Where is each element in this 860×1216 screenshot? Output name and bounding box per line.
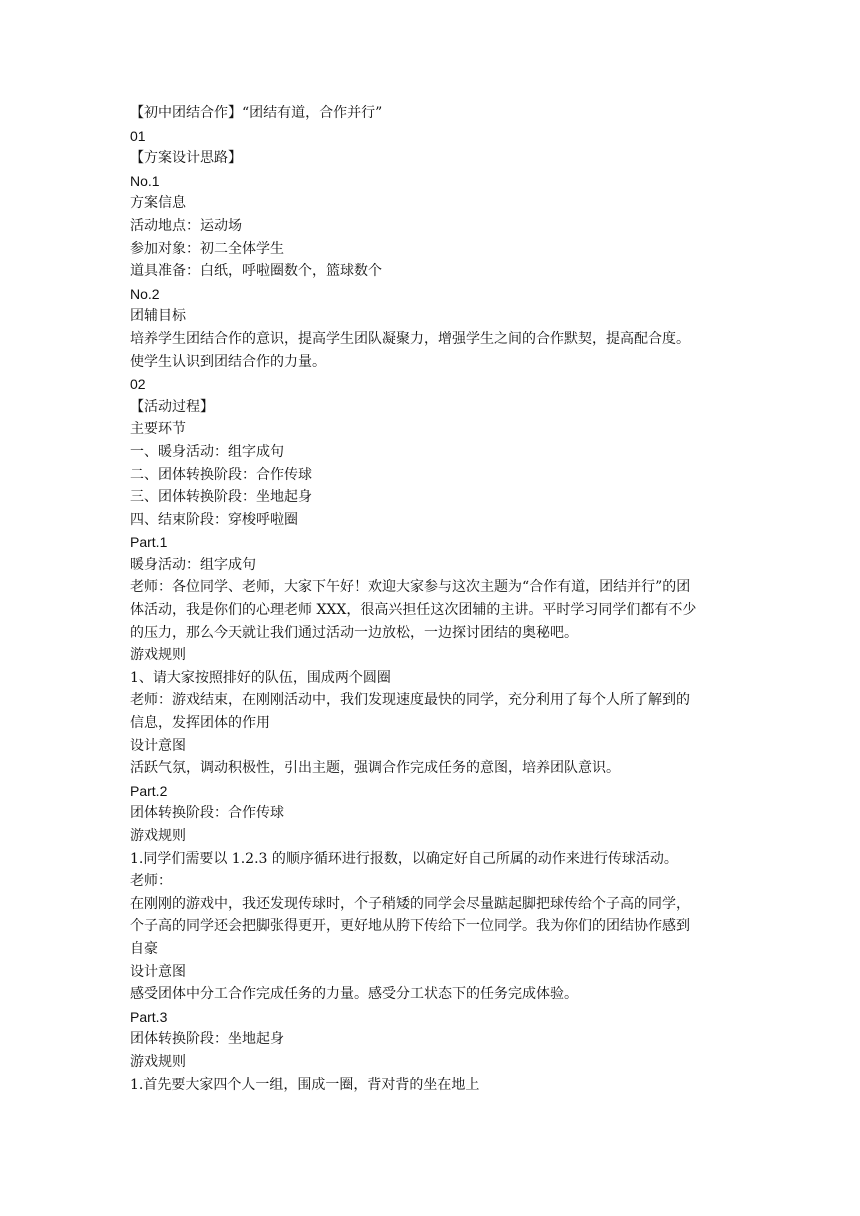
part-heading: 暖身活动：组字成句 [130, 556, 256, 573]
document-body [130, 102, 740, 1096]
part-label: Part.2 [130, 782, 168, 799]
paragraph-line: 在刚刚的游戏中，我还发现传球时，个子稍矮的同学会尽量踮起脚把球传给个子高的同学， [130, 895, 690, 912]
paragraph-line: 个子高的同学还会把脚张得更开，更好地从胯下传给下一位同学。我为你们的团结协作感到 [130, 918, 690, 935]
part-label: Part.3 [130, 1008, 168, 1025]
part-heading: 团体转换阶段：坐地起身 [130, 1031, 284, 1048]
paragraph-line: 信息，发挥团体的作用 [130, 715, 270, 732]
paragraph-line: 的压力，那么今天就让我们通过活动一边放松，一边探讨团结的奥秘吧。 [130, 624, 578, 641]
paragraph-line: 1、请大家按照排好的队伍，围成两个圆圈 [130, 669, 391, 686]
section-number: 02 [130, 376, 146, 393]
list-item: 四、结束阶段：穿梭呼啦圈 [130, 511, 298, 528]
paragraph-line: 老师：游戏结束，在刚刚活动中，我们发现速度最快的同学，充分利用了每个人所了解到的 [130, 692, 690, 709]
paragraph-line: 培养学生团结合作的意识，提高学生团队凝聚力，增强学生之间的合作默契，提高配合度。 [130, 330, 690, 347]
subsection-heading: 团辅目标 [130, 308, 186, 325]
paragraph-line: 老师：各位同学、老师，大家下午好！欢迎大家参与这次主题为“合作有道，团结并行”的团 [130, 579, 691, 596]
list-item: 二、团体转换阶段：合作传球 [130, 466, 312, 483]
subsection-heading: 游戏规则 [130, 1053, 186, 1070]
paragraph-line: 感受团体中分工合作完成任务的力量。感受分工状态下的任务完成体验。 [130, 986, 578, 1003]
subsection-heading: 游戏规则 [130, 647, 186, 664]
paragraph-line: 体活动，我是你们的心理老师 XXX，很高兴担任这次团辅的主讲。平时学习同学们都有不少 [130, 602, 697, 619]
list-item: 三、团体转换阶段：坐地起身 [130, 489, 312, 506]
info-props: 道具准备：白纸，呼啦圈数个，篮球数个 [130, 263, 382, 280]
subsection-heading: 设计意图 [130, 737, 186, 754]
part-label: Part.1 [130, 534, 168, 551]
info-participants: 参加对象：初二全体学生 [130, 240, 284, 257]
document-title: 【初中团结合作】“团结有道，合作并行” [130, 105, 383, 121]
list-item: 一、暖身活动：组字成句 [130, 443, 284, 460]
paragraph-line: 自豪 [130, 940, 158, 957]
subsection-heading: 主要环节 [130, 421, 186, 438]
subsection-number: No.1 [130, 172, 160, 189]
paragraph-line: 使学生认识到团结合作的力量。 [130, 353, 326, 370]
section-number: 01 [130, 127, 146, 144]
section-heading: 【活动过程】 [130, 398, 214, 415]
paragraph-line: 活跃气氛，调动积极性，引出主题，强调合作完成任务的意图，培养团队意识。 [130, 760, 620, 777]
paragraph-line: 1.首先要大家四个人一组，围成一圈，背对背的坐在地上 [130, 1076, 480, 1093]
subsection-number: No.2 [130, 285, 160, 302]
info-location: 活动地点：运动场 [130, 217, 242, 234]
subsection-heading: 方案信息 [130, 195, 186, 212]
section-heading: 【方案设计思路】 [130, 150, 242, 167]
paragraph-line: 老师： [130, 873, 172, 890]
part-heading: 团体转换阶段：合作传球 [130, 805, 284, 822]
subsection-heading: 游戏规则 [130, 828, 186, 844]
paragraph-line: 1.同学们需要以 1.2.3 的顺序循环进行报数，以确定好自己所属的动作来进行传球活动。 [130, 850, 678, 867]
subsection-heading: 设计意图 [130, 963, 186, 980]
